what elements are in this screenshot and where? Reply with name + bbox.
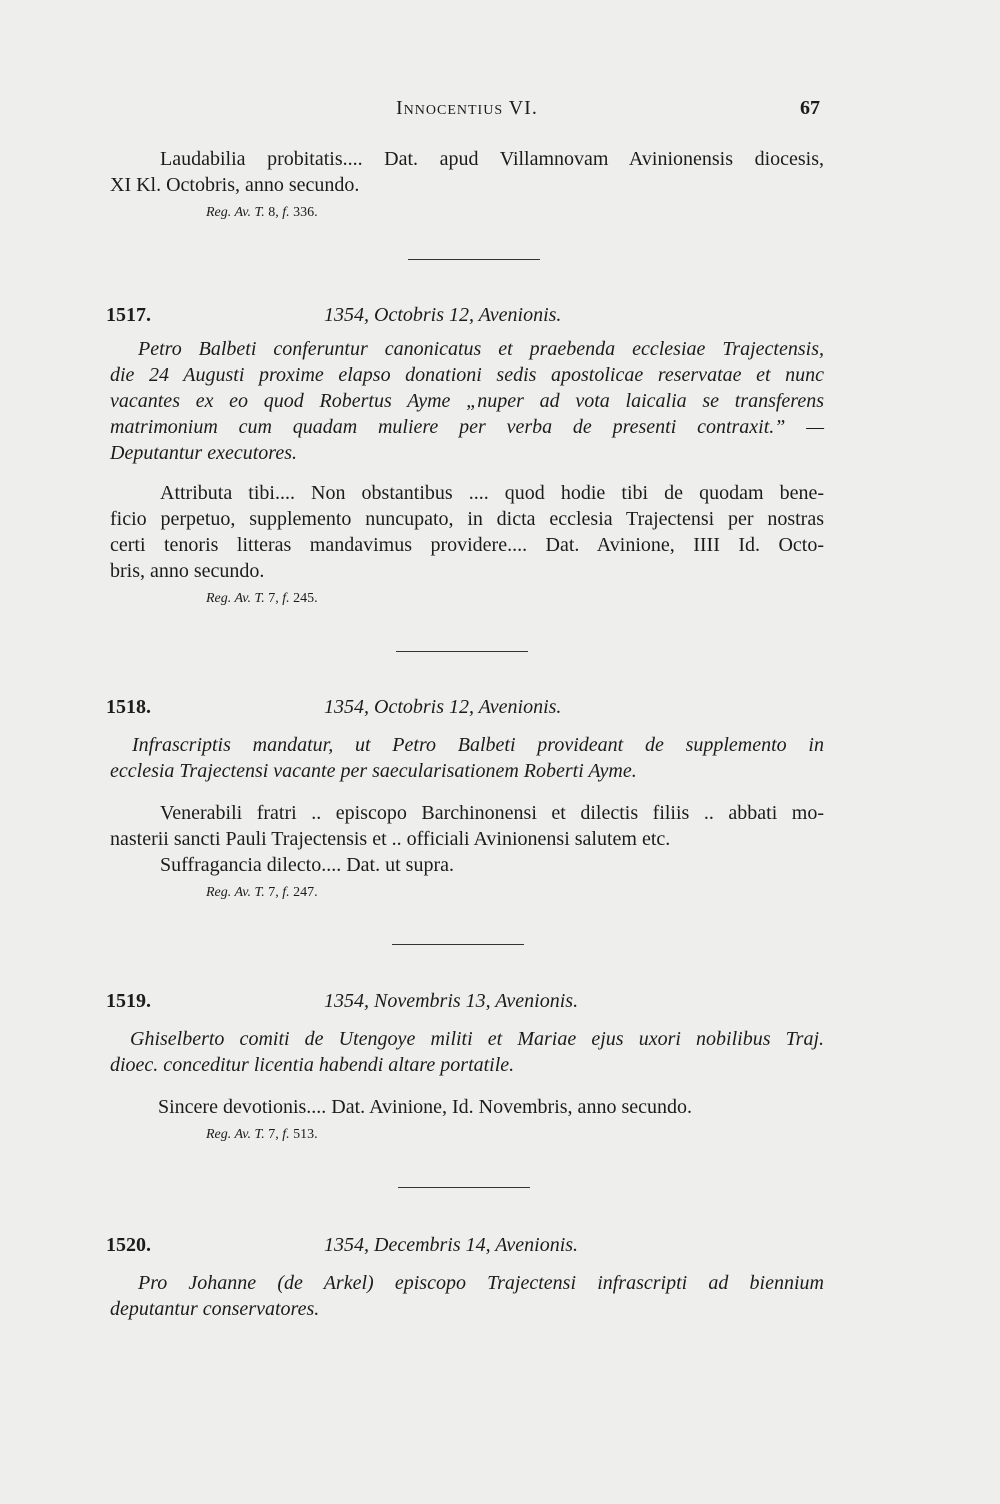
entry-summary xyxy=(110,336,824,466)
section-divider xyxy=(408,259,540,260)
summary-line: ecclesia Trajectensi vacante per saecularisationem Roberti Ayme. xyxy=(110,760,637,782)
summary-line: Ghiselberto comiti de Utengoye militi et Mariae ejus uxori nobilibus Traj. xyxy=(130,1028,824,1050)
entry-date: 1354, Novembris 13, Avenionis. xyxy=(324,990,579,1012)
entry-heading xyxy=(106,304,826,332)
running-header xyxy=(0,97,1000,127)
text-line: Laudabilia probitatis.... Dat. apud Villamnovam Avinionensis diocesis, xyxy=(160,148,824,170)
entry-summary xyxy=(110,1270,824,1322)
running-title: Innocentius VI. xyxy=(396,97,538,119)
register-reference: Reg. Av. T. 7, f. 247. xyxy=(206,885,318,900)
entry-text xyxy=(110,800,824,902)
summary-line: matrimonium cum quadam muliere per verba de presenti contraxit.” — xyxy=(110,416,824,438)
entry-number: 1517. xyxy=(106,304,151,326)
summary-line: deputantur conservatores. xyxy=(110,1298,320,1320)
summary-line: dioec. conceditur licentia habendi altare portatile. xyxy=(110,1054,515,1076)
entry-date: 1354, Decembris 14, Avenionis. xyxy=(324,1234,579,1256)
register-reference: Reg. Av. T. 7, f. 513. xyxy=(206,1127,318,1142)
text-line: Attributa tibi.... Non obstantibus .... quod hodie tibi de quodam bene- xyxy=(160,482,824,504)
text-line: XI Kl. Octobris, anno secundo. xyxy=(110,174,360,196)
text-line: Sincere devotionis.... Dat. Avinione, Id. Novembris, anno secundo. xyxy=(158,1096,692,1118)
entry-heading xyxy=(106,696,826,724)
page-number: 67 xyxy=(800,97,820,119)
entry-heading xyxy=(106,1234,826,1262)
entry-text xyxy=(110,1094,824,1144)
summary-line: Pro Johanne (de Arkel) episcopo Trajectensi infrascripti ad biennium xyxy=(138,1272,824,1294)
summary-line: die 24 Augusti proxime elapso donationi sedis apostolicae reservatae et nunc xyxy=(110,364,824,386)
summary-line: Deputantur executores. xyxy=(110,442,297,464)
text-line: bris, anno secundo. xyxy=(110,560,265,582)
text-line: certi tenoris litteras mandavimus providere.... Dat. Avinione, IIII Id. Octo- xyxy=(110,534,824,556)
entry-heading xyxy=(106,990,826,1018)
entry-summary xyxy=(110,1026,824,1078)
text-line: ficio perpetuo, supplemento nuncupato, in dicta ecclesia Trajectensi per nostras xyxy=(110,508,824,530)
entry-date: 1354, Octobris 12, Avenionis. xyxy=(324,304,562,326)
register-reference: Reg. Av. T. 8, f. 336. xyxy=(206,205,318,220)
entry-summary xyxy=(110,732,824,784)
entry-number: 1519. xyxy=(106,990,151,1012)
section-divider xyxy=(396,651,528,652)
entry-number: 1520. xyxy=(106,1234,151,1256)
entry-date: 1354, Octobris 12, Avenionis. xyxy=(324,696,562,718)
prev-entry-text xyxy=(110,146,824,222)
text-line: Suffragancia dilecto.... Dat. ut supra. xyxy=(160,854,454,876)
summary-line: Infrascriptis mandatur, ut Petro Balbeti provideant de supplemento in xyxy=(132,734,824,756)
register-reference: Reg. Av. T. 7, f. 245. xyxy=(206,591,318,606)
section-divider xyxy=(398,1187,530,1188)
section-divider xyxy=(392,944,524,945)
text-line: Venerabili fratri .. episcopo Barchinonensi et dilectis filiis .. abbati mo- xyxy=(160,802,824,824)
summary-line: Petro Balbeti conferuntur canonicatus et praebenda ecclesiae Trajectensis, xyxy=(138,338,824,360)
entry-text xyxy=(110,480,824,608)
entry-number: 1518. xyxy=(106,696,151,718)
text-line: nasterii sancti Pauli Trajectensis et .. officiali Avinionensi salutem etc. xyxy=(110,828,671,850)
summary-line: vacantes ex eo quod Robertus Ayme „nuper ad vota laicalia se transferens xyxy=(110,390,824,412)
